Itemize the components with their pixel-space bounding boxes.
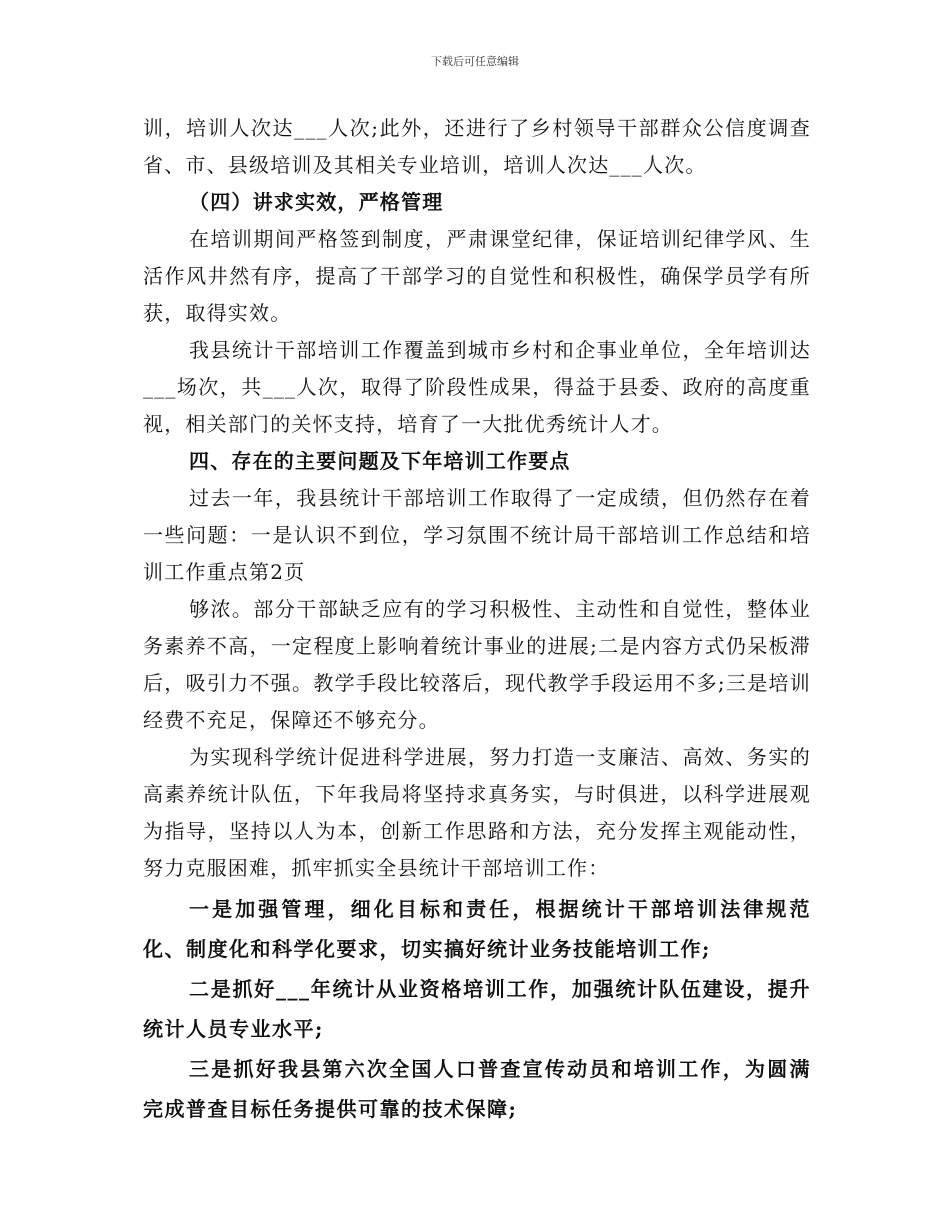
paragraph-problems: 过去一年，我县统计干部培训工作取得了一定成绩，但仍然存在着一些问题：一是认识不到位，学习氛围不统计局干部培训工作总结和培训工作重点第2页 — [143, 486, 811, 584]
plan-item-3: 三是抓好我县第六次全国人口普查宣传动员和培训工作，为圆满完成普查目标任务提供可靠的技术保障; — [143, 1057, 811, 1121]
paragraph-problems-continued: 够浓。部分干部缺乏应有的学习积极性、主动性和自觉性，整体业务素养不高，一定程度上影响着统计事业的进展;二是内容方式仍呆板滞后，吸引力不强。教学手段比较落后，现代教学手段运用不多;三是培训经费不充足，保障还不够充分。 — [143, 597, 811, 732]
plan-item-1: 一是加强管理，细化目标和责任，根据统计干部培训法律规范化、制度化和科学化要求，切实搞好统计业务技能培训工作; — [143, 897, 811, 961]
plan-item-2: 二是抓好___年统计从业资格培训工作，加强统计队伍建设，提升统计人员专业水平; — [143, 977, 811, 1041]
page-header: 下载后可任意编辑 — [431, 55, 519, 68]
paragraph-coverage: 我县统计干部培训工作覆盖到城市乡村和企事业单位，全年培训达___场次，共___人次，取得了阶段性成果，得益于县委、政府的高度重视，相关部门的关怀支持，培育了一大批优秀统计人才。 — [143, 338, 811, 436]
paragraph-discipline: 在培训期间严格签到制度，严肃课堂纪律，保证培训纪律学风、生活作风井然有序，提高了干部学习的自觉性和积极性，确保学员学有所获，取得实效。 — [143, 227, 811, 325]
document-body — [143, 110, 811, 1129]
paragraph-plan: 为实现科学统计促进科学进展，努力打造一支廉洁、高效、务实的高素养统计队伍，下年我局将坚持求真务实，与时俱进，以科学进展观为指导，坚持以人为本，创新工作思路和方法，充分发挥主观能动性，努力克服困难，抓牢抓实全县统计干部培训工作： — [143, 745, 811, 880]
section-heading-problems: 四、存在的主要问题及下年培训工作要点 — [189, 449, 571, 473]
section-heading-4: （四）讲求实效，严格管理 — [189, 190, 444, 214]
paragraph-continuation: 训，培训人次达___人次;此外，还进行了乡村领导干部群众公信度调查省、市、县级培训及其相关专业培训，培训人次达___人次。 — [143, 116, 811, 177]
